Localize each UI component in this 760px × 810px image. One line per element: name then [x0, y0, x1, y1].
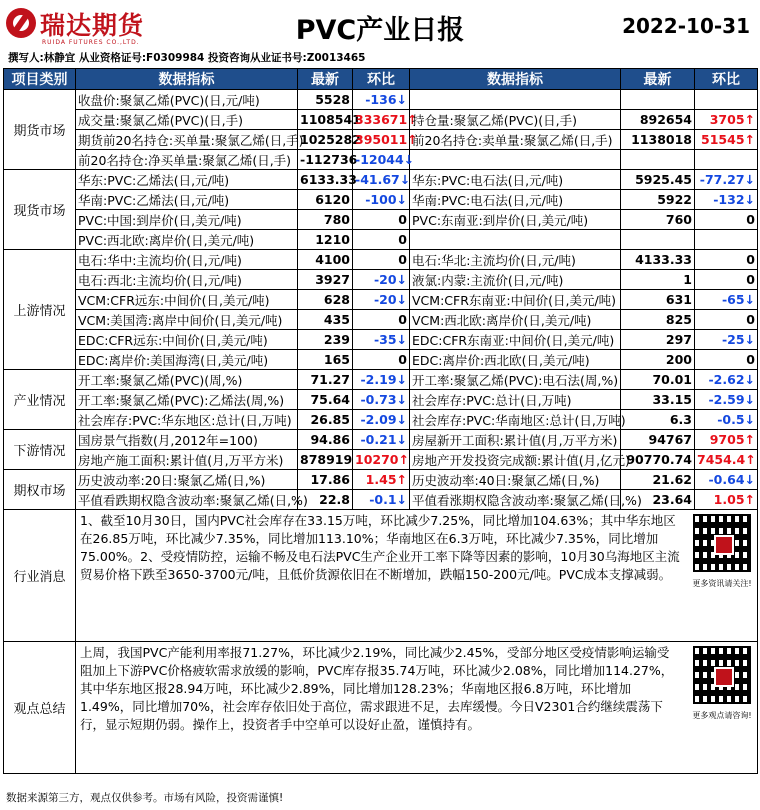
- industry-news-cell: [76, 510, 758, 642]
- change-value: -132↓: [695, 190, 758, 210]
- table-row: [4, 330, 758, 350]
- indicator-name: 开工率:聚氯乙烯(PVC):乙烯法(周,%): [76, 390, 298, 410]
- section-category: 下游情况: [4, 430, 76, 470]
- table-header-row: [4, 69, 758, 90]
- change-value: 0: [353, 210, 410, 230]
- section-category: 上游情况: [4, 250, 76, 370]
- table-row: [4, 350, 758, 370]
- latest-value: 892654: [621, 110, 695, 130]
- indicator-name: 开工率:聚氯乙烯(PVC)(周,%): [76, 370, 298, 390]
- change-value: 0: [695, 350, 758, 370]
- latest-value: 4133.33: [621, 250, 695, 270]
- change-value: -2.19↓: [353, 370, 410, 390]
- section-category: 期权市场: [4, 470, 76, 510]
- indicator-name: 电石:华北:主流均价(日,元/吨): [410, 250, 621, 270]
- table-row: [4, 230, 758, 250]
- col-header-category: 项目类别: [4, 69, 76, 90]
- change-value: -136↓: [353, 90, 410, 110]
- table-row: [4, 270, 758, 290]
- table-row: [4, 310, 758, 330]
- latest-value: 760: [621, 210, 695, 230]
- indicator-name: 房地产施工面积:累计值(月,万平方米): [76, 450, 298, 470]
- latest-value: 23.64: [621, 490, 695, 510]
- logo-text: 瑞达期货: [40, 11, 145, 40]
- indicator-name: 平值看跌期权隐含波动率:聚氯乙烯(日,%): [76, 490, 298, 510]
- indicator-name: 房屋新开工面积:累计值(月,万平方米): [410, 430, 621, 450]
- latest-value: [621, 90, 695, 110]
- change-value: 0: [695, 310, 758, 330]
- latest-value: 6133.33: [298, 170, 353, 190]
- qr-code-icon: [693, 514, 751, 572]
- qr-code-block: [691, 514, 753, 593]
- change-value: -35↓: [353, 330, 410, 350]
- indicator-name: 持仓量:聚氯乙烯(PVC)(日,手): [410, 110, 621, 130]
- latest-value: 239: [298, 330, 353, 350]
- change-value: [695, 90, 758, 110]
- indicator-name: 华东:PVC:电石法(日,元/吨): [410, 170, 621, 190]
- qr-code-block: [691, 646, 753, 725]
- col-header-change-2: 环比: [695, 69, 758, 90]
- change-value: 0: [695, 270, 758, 290]
- indicator-name: VCM:美国湾:离岸中间价(日,美元/吨): [76, 310, 298, 330]
- industry-news-row: [4, 510, 758, 642]
- summary-text: 上周，我国PVC产能利用率报71.27%，环比减少2.19%，同比减少2.45%，受部分地区受疫情影响运输受阻加上下游PVC价格疲软需求放缓的影响，PVC库存报35.74万吨，环比减少2.08%，同比增加114.27%，其中华东地区报28.94万吨，环比减少2.89%，同比增加128.23%；华南地区报6.8万吨，环比增加1.49%，同比增加70%，社会库存依旧处于高位，需求跟进不足，去库缓慢。今日V2301合约继续震荡下行，显示短期仍弱。操作上，投资者手中空单可以设好止盈，谨慎持有。: [80, 645, 674, 732]
- latest-value: 17.86: [298, 470, 353, 490]
- latest-value: 70.01: [621, 370, 695, 390]
- latest-value: 94.86: [298, 430, 353, 450]
- change-value: [695, 150, 758, 170]
- indicator-name: VCM:CFR东南亚:中间价(日,美元/吨): [410, 290, 621, 310]
- indicator-name: 社会库存:PVC:总计(日,万吨): [410, 390, 621, 410]
- latest-value: 825: [621, 310, 695, 330]
- indicator-name: 历史波动率:20日:聚氯乙烯(日,%): [76, 470, 298, 490]
- latest-value: 22.8: [298, 490, 353, 510]
- table-row: [4, 90, 758, 110]
- change-value: -20↓: [353, 270, 410, 290]
- indicator-name: [410, 150, 621, 170]
- change-value: -2.09↓: [353, 410, 410, 430]
- table-row: [4, 490, 758, 510]
- change-value: 7454.4↑: [695, 450, 758, 470]
- change-value: -0.5↓: [695, 410, 758, 430]
- indicator-name: PVC:中国:到岸价(日,美元/吨): [76, 210, 298, 230]
- section-category: 期货市场: [4, 90, 76, 170]
- change-value: 0: [353, 250, 410, 270]
- col-header-change: 环比: [353, 69, 410, 90]
- latest-value: 628: [298, 290, 353, 310]
- latest-value: 6.3: [621, 410, 695, 430]
- change-value: 395011↑: [353, 130, 410, 150]
- table-row: [4, 390, 758, 410]
- table-row: [4, 150, 758, 170]
- indicator-name: EDC:离岸价:美国海湾(日,美元/吨): [76, 350, 298, 370]
- col-header-indicator-2: 数据指标: [410, 69, 621, 90]
- disclaimer-footer: 数据来源第三方，观点仅供参考。市场有风险，投资需谨慎!: [6, 792, 284, 804]
- table-row: [4, 190, 758, 210]
- change-value: 10270↑: [353, 450, 410, 470]
- indicator-name: EDC:CFR东南亚:中间价(日,美元/吨): [410, 330, 621, 350]
- change-value: -65↓: [695, 290, 758, 310]
- summary-row: [4, 642, 758, 774]
- indicator-name: 电石:西北:主流均价(日,元/吨): [76, 270, 298, 290]
- qr-label: 更多资讯请关注!: [692, 579, 752, 588]
- latest-value: 94767: [621, 430, 695, 450]
- table-row: [4, 370, 758, 390]
- change-value: -0.21↓: [353, 430, 410, 450]
- indicator-name: 液氯:内蒙:主流价(日,元/吨): [410, 270, 621, 290]
- latest-value: 1025282: [298, 130, 353, 150]
- latest-value: 21.62: [621, 470, 695, 490]
- section-category: 产业情况: [4, 370, 76, 430]
- table-row: [4, 410, 758, 430]
- data-table: [3, 68, 758, 774]
- change-value: [695, 230, 758, 250]
- latest-value: 71.27: [298, 370, 353, 390]
- change-value: -20↓: [353, 290, 410, 310]
- change-value: -25↓: [695, 330, 758, 350]
- qr-label: 更多观点请咨询!: [692, 711, 752, 720]
- indicator-name: 开工率:聚氯乙烯(PVC):电石法(周,%): [410, 370, 621, 390]
- change-value: 1.45↑: [353, 470, 410, 490]
- section-category: 行业消息: [4, 510, 76, 642]
- latest-value: 5922: [621, 190, 695, 210]
- report-header: [0, 0, 760, 66]
- table-row: [4, 210, 758, 230]
- change-value: 9705↑: [695, 430, 758, 450]
- indicator-name: 国房景气指数(月,2012年=100): [76, 430, 298, 450]
- latest-value: 878919: [298, 450, 353, 470]
- change-value: -0.73↓: [353, 390, 410, 410]
- change-value: -41.67↓: [353, 170, 410, 190]
- latest-value: 90770.74: [621, 450, 695, 470]
- indicator-name: 社会库存:PVC:华东地区:总计(日,万吨): [76, 410, 298, 430]
- latest-value: 631: [621, 290, 695, 310]
- table-row: [4, 110, 758, 130]
- indicator-name: 平值看涨期权隐含波动率:聚氯乙烯(日,%): [410, 490, 621, 510]
- latest-value: 297: [621, 330, 695, 350]
- section-category: 现货市场: [4, 170, 76, 250]
- change-value: 0: [353, 310, 410, 330]
- change-value: -0.64↓: [695, 470, 758, 490]
- latest-value: 26.85: [298, 410, 353, 430]
- change-value: 0: [353, 230, 410, 250]
- indicator-name: VCM:CFR远东:中间价(日,美元/吨): [76, 290, 298, 310]
- latest-value: 200: [621, 350, 695, 370]
- latest-value: 75.64: [298, 390, 353, 410]
- indicator-name: EDC:CFR远东:中间价(日,美元/吨): [76, 330, 298, 350]
- indicator-name: PVC:东南亚:到岸价(日,美元/吨): [410, 210, 621, 230]
- indicator-name: PVC:西北欧:离岸价(日,美元/吨): [76, 230, 298, 250]
- indicator-name: 社会库存:PVC:华南地区:总计(日,万吨): [410, 410, 621, 430]
- change-value: -12044↓: [353, 150, 410, 170]
- latest-value: 780: [298, 210, 353, 230]
- latest-value: 1108541: [298, 110, 353, 130]
- indicator-name: 收盘价:聚氯乙烯(PVC)(日,元/吨): [76, 90, 298, 110]
- indicator-name: 华东:PVC:乙烯法(日,元/吨): [76, 170, 298, 190]
- change-value: 0: [353, 350, 410, 370]
- summary-cell: [76, 642, 758, 774]
- author-line: 撰写人:林静宜 从业资格证号:F0309984 投资咨询从业证书号:Z0013465: [8, 52, 366, 64]
- col-header-latest-2: 最新: [621, 69, 695, 90]
- latest-value: [621, 230, 695, 250]
- change-value: -2.59↓: [695, 390, 758, 410]
- indicator-name: 前20名持仓:卖单量:聚氯乙烯(日,手): [410, 130, 621, 150]
- indicator-name: 历史波动率:40日:聚氯乙烯(日,%): [410, 470, 621, 490]
- indicator-name: [410, 230, 621, 250]
- table-row: [4, 470, 758, 490]
- table-row: [4, 450, 758, 470]
- latest-value: 1138018: [621, 130, 695, 150]
- latest-value: 435: [298, 310, 353, 330]
- logo-subtext: RUIDA FUTURES CO.,LTD.: [42, 39, 140, 46]
- report-date: 2022-10-31: [622, 14, 750, 38]
- latest-value: 165: [298, 350, 353, 370]
- change-value: -100↓: [353, 190, 410, 210]
- latest-value: 1: [621, 270, 695, 290]
- change-value: 0: [695, 210, 758, 230]
- table-row: [4, 170, 758, 190]
- change-value: 333671↑: [353, 110, 410, 130]
- change-value: -77.27↓: [695, 170, 758, 190]
- industry-news-text: 1、截至10月30日，国内PVC社会库存在33.15万吨，环比减少7.25%，同比增加104.63%；其中华东地区在26.85万吨，环比减少7.35%，同比增加113.10%；华南地区在6.3万吨，环比减少7.35%，同比增加75.00%。2、受疫情防控，运输不畅及电石法PVC生产企业开工率下降等因素的影响，10月30乌海地区主流贸易价格下跌至3650-3700元/吨，且低价货源依旧在不断增加，跌幅150-200元/吨。PVC成本支撑减弱。: [80, 513, 680, 582]
- latest-value: 5528: [298, 90, 353, 110]
- indicator-name: 电石:华中:主流均价(日,元/吨): [76, 250, 298, 270]
- change-value: 0: [695, 250, 758, 270]
- latest-value: 5925.45: [621, 170, 695, 190]
- report-title: PVC产业日报: [295, 15, 465, 46]
- change-value: 3705↑: [695, 110, 758, 130]
- section-category: 观点总结: [4, 642, 76, 774]
- qr-code-icon: [693, 646, 751, 704]
- change-value: -0.1↓: [353, 490, 410, 510]
- indicator-name: EDC:离岸价:西北欧(日,美元/吨): [410, 350, 621, 370]
- indicator-name: [410, 90, 621, 110]
- table-row: [4, 250, 758, 270]
- table-row: [4, 430, 758, 450]
- change-value: 1.05↑: [695, 490, 758, 510]
- latest-value: -112736: [298, 150, 353, 170]
- latest-value: 6120: [298, 190, 353, 210]
- latest-value: 33.15: [621, 390, 695, 410]
- indicator-name: 前20名持仓:净买单量:聚氯乙烯(日,手): [76, 150, 298, 170]
- latest-value: 4100: [298, 250, 353, 270]
- col-header-latest: 最新: [298, 69, 353, 90]
- indicator-name: 华南:PVC:乙烯法(日,元/吨): [76, 190, 298, 210]
- latest-value: [621, 150, 695, 170]
- latest-value: 3927: [298, 270, 353, 290]
- latest-value: 1210: [298, 230, 353, 250]
- indicator-name: 华南:PVC:电石法(日,元/吨): [410, 190, 621, 210]
- indicator-name: 期货前20名持仓:买单量:聚氯乙烯(日,手): [76, 130, 298, 150]
- table-row: [4, 130, 758, 150]
- change-value: 51545↑: [695, 130, 758, 150]
- indicator-name: 房地产开发投资完成额:累计值(月,亿元): [410, 450, 621, 470]
- indicator-name: VCM:西北欧:离岸价(日,美元/吨): [410, 310, 621, 330]
- table-row: [4, 290, 758, 310]
- col-header-indicator: 数据指标: [76, 69, 298, 90]
- indicator-name: 成交量:聚氯乙烯(PVC)(日,手): [76, 110, 298, 130]
- change-value: -2.62↓: [695, 370, 758, 390]
